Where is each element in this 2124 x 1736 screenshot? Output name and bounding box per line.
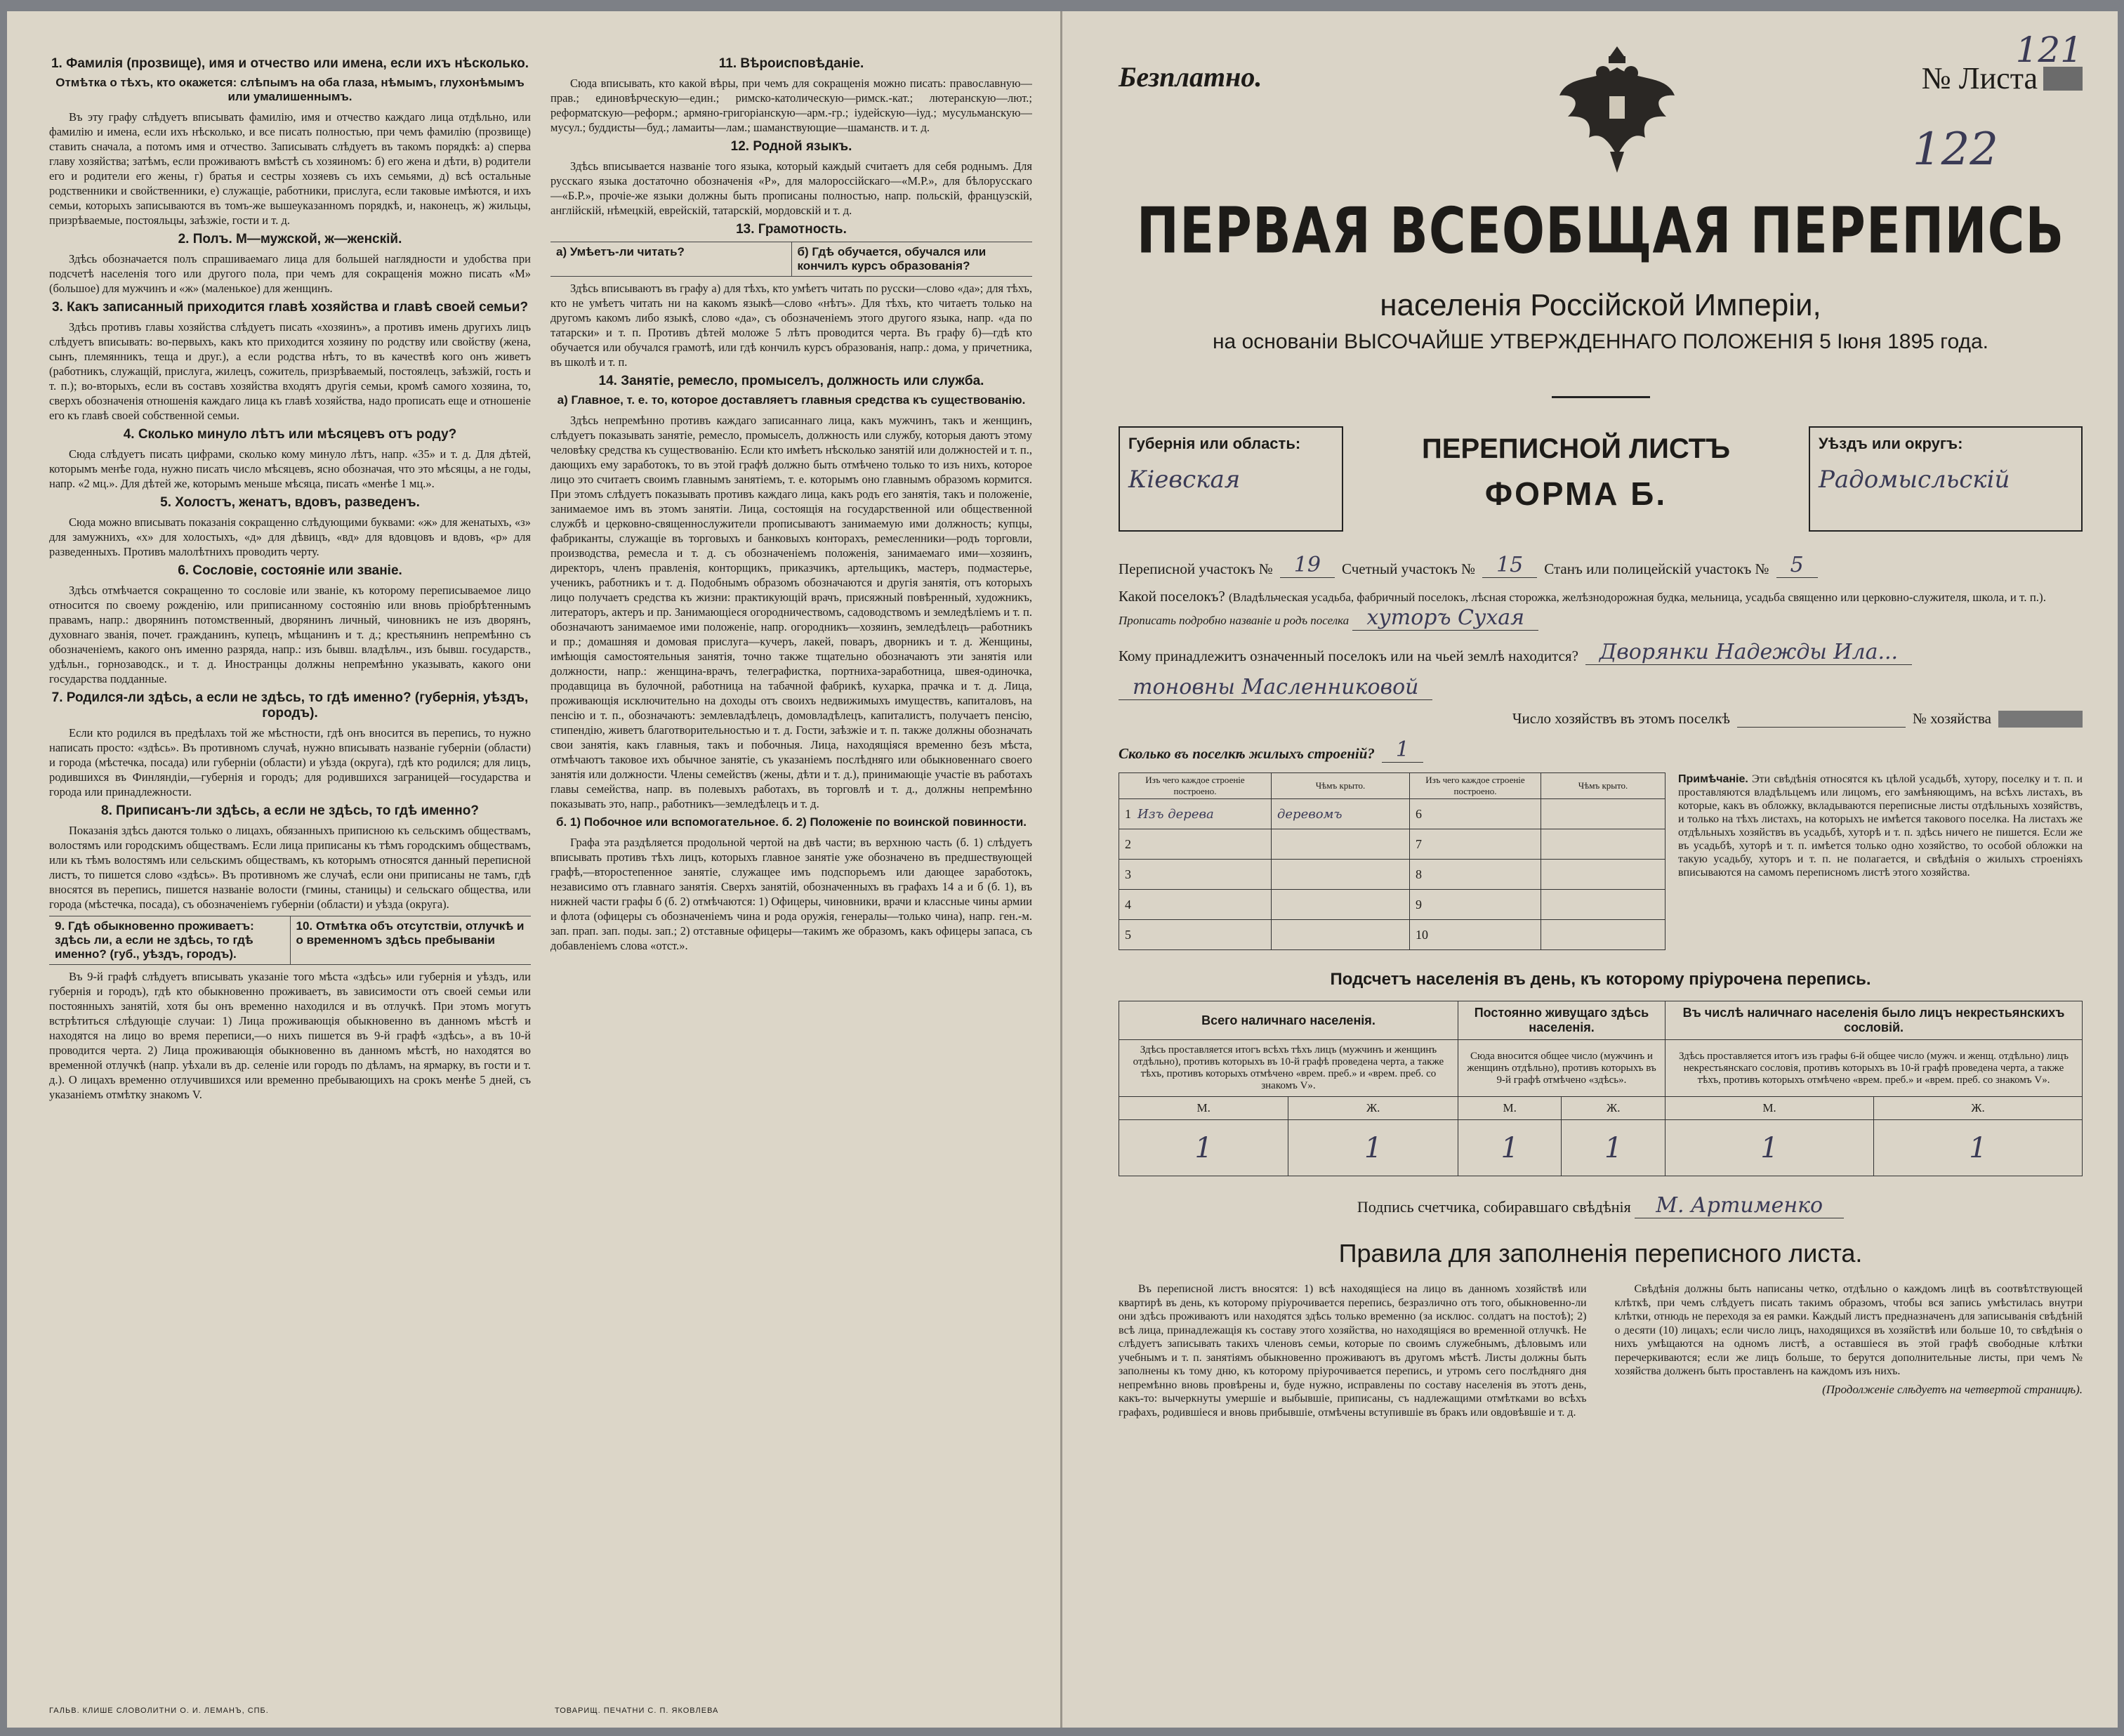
header-permanent: Постоянно живущаго здѣсь населенія.	[1458, 1001, 1665, 1040]
instruction-item-6	[49, 563, 531, 686]
buildings-count-line	[1119, 737, 2083, 763]
section-text: Сюда можно вписывать показанія сокращенно слѣдующими буквами: «ж» для женатыхъ, «з» для замужнихъ, «х» для холостыхъ, «д» для дѣвицъ, «вд» для вдовцовъ и вдовъ, «р» для разведенныхъ. Противъ малолѣтнихъ проводить черту.	[49, 515, 531, 558]
instruction-item-5	[49, 495, 531, 559]
table-header	[1119, 773, 1665, 799]
form-header	[1119, 29, 2083, 180]
police-district-label: Станъ или полицейскій участокъ №	[1544, 560, 1769, 577]
population-title: Подсчетъ населенія въ день, къ которому пріурочена перепись.	[1330, 970, 1871, 989]
table-row	[1119, 920, 1665, 950]
gubernia-value: Кіевская	[1128, 466, 1241, 494]
handwritten-number-big: 122	[1912, 124, 1998, 176]
split-header-13a: а) Умѣетъ-ли читать?	[556, 245, 685, 258]
table-cell	[1541, 920, 1665, 950]
census-district-label: Переписной участокъ №	[1119, 560, 1273, 577]
header-material: Изъ чего каждое строеніе построено.	[1119, 773, 1272, 799]
form-heading-row	[1119, 426, 2083, 532]
section-subtitle: Отмѣтка о тѣхъ, кто окажется: слѣпымъ на оба глаза, нѣмымъ, глухонѣмымъ или умалишеннымъ.	[55, 76, 525, 103]
section-text: Если кто родился въ предѣлахъ той же мѣстности, гдѣ онъ вносится въ перепись, то нужно написать просто: «здѣсь». Въ противномъ случаѣ, нужно вписывать названіе губерніи (области) и города (мѣстечка, посада) или губерніи (области) и уѣзда (округа), гдѣ кто родился; для лицъ, родившихся въ Финляндіи,—губернія и городъ; для родившихся заграницей—государства и города или принадлежности.	[49, 726, 531, 798]
section-title: 12. Родной языкъ.	[730, 139, 852, 154]
section-title: 2. Полъ. М—мужской, ж—женскій.	[178, 232, 402, 246]
section-text: Здѣсь отмѣчается сокращенно то сословіе или званіе, къ которому переписываемое лицо относится по своему рожденію, или приписанному состоянію или вновь пріобрѣтеннымъ правамъ, напр.: дворянинъ потомственный, дворянинъ личный, чиновникъ не изъ дворянъ, духовнаго званія, почет. гражданинъ, купецъ, мѣщанинъ и т. д.; крестьянинъ непремѣнно съ обозначеніемъ, какого онъ именно разряда, напр.: изъ бывш. владѣльч., изъ бывш. государств., удѣльн., горнозаводск., и т. д. Иностранцы должны непремѣнно указывать, какого они государства подданные.	[49, 584, 531, 685]
households-line	[1119, 710, 2083, 728]
ink-blot	[1998, 711, 2083, 728]
table-cell	[1541, 890, 1665, 920]
owner-line-2	[1119, 675, 2083, 700]
section-title: 3. Какъ записанный приходится главѣ хозяйства и главѣ своей семьи?	[51, 300, 529, 315]
instructions-column-2	[550, 53, 1032, 1669]
signature-value: М. Артименко	[1635, 1193, 1844, 1218]
table-row	[1119, 890, 1665, 920]
table-cell: 7	[1410, 829, 1541, 860]
district-line	[1119, 553, 2083, 578]
table-cell: 6	[1410, 799, 1541, 829]
households-count-value	[1737, 727, 1906, 728]
header-total: Всего наличнаго населенія.	[1119, 1001, 1458, 1040]
section-text: Здѣсь вписываютъ въ графу а) для тѣхъ, кто умѣетъ читать по русски—слово «да»; для тѣхъ, кто не умѣетъ читать ни на какомъ языкѣ—слово «нѣтъ». Для тѣхъ, кто читаетъ только на другомъ какомъ либо языкѣ, слово «да», съ обозначеніемъ этого другого языка, напр. «да по татарски» и т. п. Противъ дѣтей моложе 5 лѣтъ проводится черта. Въ графу б)—гдѣ кто обучается или обучался грамотѣ, или гдѣ кончилъ курсъ образованія, напр.: дома, у причетника, въ школѣ и т. п.	[550, 282, 1032, 369]
uezd-value: Радомысльскій	[1819, 466, 2010, 494]
instruction-item-11	[550, 56, 1032, 135]
printer-imprint-left: ГАЛЬВ. КЛИШЕ СЛОВОЛИТНИ О. И. ЛЕМАНЪ, СПБ.	[49, 1707, 269, 1715]
section-text: Здѣсь непремѣнно противъ каждаго записаннаго лица, какъ мужчинъ, такъ и женщинъ, слѣдуетъ показывать занятіе, ремесло, промыселъ, должность или службу, которыя даютъ этому человѣку средства къ существованію. Если кто имѣетъ нѣсколько занятій или должностей и т. п., дающихъ ему заработокъ, то въ этой графѣ должно быть отмѣчено только то изъ нихъ, которое лицо это считаетъ своимъ главнымъ занятіемъ, т. е. которымъ оно главнымъ образомъ кормится. При этомъ слѣдуетъ показывать противъ каждаго лица, какъ родъ его занятія, такъ и положеніе, занимаемое имъ въ этомъ занятіи. Лица, состоящія на государственной или общественной службѣ и церковно-священнослужители прописываютъ занимаемую ими должность; купцы, фабриканты, служащіе въ торговыхъ и банковыхъ конторахъ, ремесленники—родъ торговли, производства, ремесла и т. д. съ обозначеніемъ положенія, занимаемаго ими—хозяинъ, директоръ, членъ правленія, конторщикъ, приказчикъ, артельщикъ, мастеръ, подмастерье, ученикъ, работникъ и т. д. Подобнымъ образомъ обозначаются и другія занятія, отъ которыхъ лицо получаетъ средства къ жизни: практикующій врачъ, присяжный повѣренный, художникъ, литераторъ, актеръ и пр. Занимающіеся огородничествомъ, садоводствомъ и земледѣліемъ и т. п. обозначаютъ занимаемое ими положеніе, напр. огородникъ—хозяинъ, земледѣлецъ—работникъ и пр.; домашняя и домовая прислуга—кучеръ, лакей, поваръ, дворникъ и т. д. Женщины, имѣющія самостоятельныя занятія, точно также тщательно обозначаютъ эти занятія или должности, напр.: женщина-врачъ, телеграфистка, портниха-заработница, швея-одиночка, продавщица въ булочной, работница на табачной фабрикѣ, кухарка, прачка и т. д. Лица, проживающія исключительно на доходы отъ своихъ недвижимыхъ имуществъ, капиталовъ, на пенсію и т. п., обозначаютъ: землевладѣлецъ, домовладѣлецъ, капиталистъ, получаетъ пенсію, стипендію, живетъ благотворительностью и т. д. Гости, заѣзжіе и т. п. также должны обозначать свои занятія, какъ главныя, такъ и побочныя. Лица, находящіяся временно безъ мѣста, отмѣчаютъ таковое ихъ обычное занятіе, съ указаніемъ послѣдняго или обыкновеннаго своего занятія или должности. Члены семействъ (жены, дѣти и т. д.), принимающіе участіе въ работахъ главы семейства, напр. въ полевыхъ работахъ, въ торговлѣ и т. д., должны непремѣнно показывать это, напр., работникъ—земледѣлецъ и т. д.	[550, 414, 1032, 810]
table-cell: Ж.	[1873, 1097, 2082, 1120]
household-number-label: № хозяйства	[1912, 710, 1991, 727]
table-cell: 4	[1119, 890, 1272, 920]
owner-line	[1119, 640, 2083, 665]
section-title: 1. Фамилія (прозвище), имя и отчество или имена, если ихъ нѣсколько.	[51, 56, 529, 71]
rules-right-block	[1615, 1282, 2083, 1423]
table-cell: 1 Изъ дерева	[1119, 799, 1272, 829]
uezd-box	[1809, 426, 2083, 532]
instructions-column-1	[49, 53, 531, 1669]
instructions-page	[7, 11, 1060, 1728]
owner-value: Дворянки Надежды Ила...	[1585, 640, 1912, 665]
census-title: ПЕРВАЯ ВСЕОБЩАЯ ПЕРЕПИСЬ	[1136, 193, 2065, 268]
buildings-table	[1119, 772, 1665, 950]
note-text: Эти свѣдѣнія относятся къ цѣлой усадьбѣ, хутору, поселку и т. п. и проставляются владѣльцемъ или лицомъ, его замѣняющимъ, на всѣхъ листахъ, въ которые, какъ въ обложку, вкладываются переписные листы отдѣльныхъ хозяйствъ, и только на тѣхъ листахъ, на которыхъ не имѣется такового поселка. На листахъ же отдѣльныхъ хозяйствъ въ усадьбѣ, хуторѣ и т. п. здѣсь ничего не пишется. Если же въ усадьбѣ, хуторѣ и т. п. имѣется только одно хозяйство, то особой обложки на такую усадьбу, хуторъ и т. п. не полагается, и свѣдѣнія о жилыхъ строеніяхъ вписываются на самомъ переписномъ листѣ этого хозяйства.	[1678, 773, 2083, 879]
instruction-item-7	[49, 690, 531, 799]
form-name-line1: ПЕРЕПИСНОЙ ЛИСТЪ	[1422, 433, 1730, 464]
table-cell: 1	[1562, 1120, 1665, 1176]
table-cell: 1	[1665, 1120, 1874, 1176]
table-cell	[1541, 829, 1665, 860]
imperial-eagle-emblem	[1554, 39, 1680, 180]
section-title: 13. Грамотность.	[736, 222, 847, 237]
table-cell	[1272, 920, 1410, 950]
table-cell: 1	[1288, 1120, 1458, 1176]
instruction-item-8	[49, 803, 531, 912]
header-roof-2: Чѣмъ крыто.	[1541, 773, 1665, 799]
table-cell: Здѣсь проставляется итогъ изъ графы 6-й общее число (мужч. и женщ. отдѣльно) лицъ некрестьянскаго сословія, противъ которыхъ въ 10-й графѣ проведена черта, а также тѣхъ, противъ которыхъ отмѣчено «врем. преб.» и «врем. преб. со знакомъ V».	[1665, 1040, 2083, 1097]
table-cell: 10	[1410, 920, 1541, 950]
table-cell: Здѣсь проставляется итогъ всѣхъ тѣхъ лицъ (мужчинъ и женщинъ отдѣльно), противъ которыхъ въ 10-й графѣ проведена черта, а также тѣхъ, противъ которыхъ отмѣчено «врем. преб.» и «врем. преб. со знакомъ V».	[1119, 1040, 1458, 1097]
section-text: Сюда слѣдуетъ писать цифрами, сколько кому минуло лѣтъ, напр. «35» и т. д. Для дѣтей, которымъ менѣе года, нужно писать число мѣсяцевъ, ясно обозначая, что это мѣсяцы, а не годы, напр. «2 мц.». Для дѣтей же, которымъ меньше мѣсяца, писать «менѣе 1 мц.».	[49, 447, 531, 490]
section-text: Въ 9-й графѣ слѣдуетъ вписывать указаніе того мѣста «здѣсь» или губернія и уѣздъ, или губернія и городъ), гдѣ кто обыкновенно проживаетъ, въ зависимости отъ своей семьи или постоянныхъ занятій, хотя бы онъ временно находился и въ отлучкѣ. При этомъ могутъ встрѣтиться слѣдующіе случаи: 1) Лица проживающія обыкновенно въ данномъ мѣстѣ и находятся на лицо во время переписи,—о нихъ пишется въ 9-й графѣ «здѣсь», а въ 10-й проводится черта. 2) Лица проживающія обыкновенно въ данномъ мѣстѣ, но находятся во временной отлучкѣ (напр. уѣхали въ др. селеніе или городъ по дѣламъ, на ярмарку, въ гости и т. д.). О лицахъ временно отлучившихся или временно пребывающихъ на срокъ менѣе 5 дней, съ указаніемъ отмѣтку знакомъ V.	[49, 970, 531, 1101]
census-decree: на основаніи ВЫСОЧАЙШЕ УТВЕРЖДЕННАГО ПОЛОЖЕНІЯ 5 Іюня 1895 года.	[1212, 330, 1988, 353]
split-header-13b: б) Гдѣ обучается, обучался или кончилъ курсъ образованія?	[791, 242, 1033, 276]
instruction-item-14	[550, 374, 1032, 953]
section-text: Здѣсь противъ главы хозяйства слѣдуетъ писать «хозяинъ», а противъ имень другихъ лицъ слѣдуетъ вписывать: во-первыхъ, какъ кто приходится хозяину по родству или свойству (жена, сынъ, племянникъ, теща и друг.), а если родства нѣтъ, то въ качествѣ кого онъ живетъ (работникъ, служащій, прислуга, жилецъ, сожитель, призрѣваемый, постоялецъ, заѣзжій, гость и т. п.); во-вторыхъ, если въ составъ хозяйства входятъ другія семьи, кромѣ самого хозяина, то, сверхъ обозначенія отношенія каждаго лица къ главѣ хозяйства, надо прописать еще и отношеніе его къ главѣ своей собственной семьи.	[49, 320, 531, 422]
table-cell: 8	[1410, 860, 1541, 890]
instruction-item-4	[49, 427, 531, 491]
section-title: 8. Приписанъ-ли здѣсь, а если не здѣсь, то гдѣ именно?	[101, 803, 479, 818]
section-title: 5. Холостъ, женатъ, вдовъ, разведенъ.	[160, 495, 420, 510]
instruction-item-13	[550, 222, 1032, 369]
header-non-peasant: Въ числѣ наличнаго населенія было лицъ некрестьянскихъ сословій.	[1665, 1001, 2083, 1040]
rules-title: Правила для заполненія переписного листа.	[1338, 1239, 1863, 1268]
section-title: 7. Родился-ли здѣсь, а если не здѣсь, то гдѣ именно? (губернія, уѣздъ, городъ).	[51, 690, 529, 721]
census-sheet	[7, 11, 2118, 1728]
form-name	[1343, 426, 1809, 532]
settlement-name-label: Прописать подробно названіе и родъ поселка	[1119, 614, 1350, 627]
table-row	[1119, 799, 1665, 829]
form-name-line2: ФОРМА Б.	[1484, 475, 1668, 512]
population-table	[1119, 1001, 2083, 1176]
instruction-item-12	[550, 139, 1032, 218]
settlement-line	[1119, 588, 2083, 630]
rules-left: Въ переписной листъ вносятся: 1) всѣ находящіеся на лицо въ данномъ хозяйствѣ или квартирѣ въ день, къ которому пріурочивается перепись, безразлично отъ того, обыкновенно-ли они здѣсь проживаютъ или находятся здѣсь только временно (за исклюс. солдатъ на постоѣ); 2) всѣ лица, принадлежащія къ составу этого хозяйства, но находящіяся во временной отлучкѣ. Не слѣдуетъ записывать такихъ членовъ семьи, которые по своимъ служебнымъ, дѣловымъ или учебнымъ и т. п. занятіямъ обыкновенно проживаютъ въ другомъ мѣстѣ. Листы должны быть заполнены къ тому дню, къ которому пріурочивается перепись, и утромъ сего послѣдняго дня непремѣнно вновь провѣрены и, буде нужно, исправлены по составу населенія въ этотъ день, какъ-то: вычеркнуты умершіе и выбывшіе, приписаны, съ надлежащими отмѣтками во всѣхъ графахъ, родившіеся и вновь прибывшіе, отмѣчены вступившіе въ бракъ или овдовѣвшіе и т. д.	[1119, 1283, 1587, 1419]
printer-imprint-right: ТОВАРИЩ. ПЕЧАТНИ С. П. ЯКОВЛЕВА	[555, 1707, 719, 1715]
settlement-label: Какой поселокъ?	[1119, 588, 1225, 605]
free-label: Безплатно.	[1119, 61, 1262, 93]
section-text: Здѣсь вписывается названіе того языка, который каждый считаетъ для себя роднымъ. Для русскаго языка достаточно обозначенія «Р», для малороссійскаго—«М.Р.», для бѣлорусскаго—«Б.Р.», прочіе-же языки должны быть прописаны полностью, напр. польскій, французскій, англійскій, нѣмецкій, еврейскій, татарскій, мордовскій и т. д.	[550, 159, 1032, 217]
section-text: Графа эта раздѣляется продольной чертой на двѣ части; въ верхнюю часть (б. 1) слѣдуетъ вписывать противъ тѣхъ лицъ, которыхъ главное занятіе уже обозначено въ предшествующей графѣ,—второстепенное занятіе, служащее имъ подспорьемъ или дающее заработокъ, независимо отъ главнаго занятія. Сверхъ занятій, обозначенныхъ въ графахъ 14 а и б (б. 1), въ нижней части графы б (б. 2) отмѣчаются: 1) Офицеры, чиновники, врачи и классные чины армии и флота (офицеры съ обозначеніемъ чина и рода оружія, генералы—только чина), напр. ген.-м. зап. прап. зап. поды. зап.; 2) отставные офицеры—такимъ же образомъ, какъ офицеры запаса, съ добавленіемъ слова «отст.».	[550, 836, 1032, 952]
section-text: Здѣсь обозначается полъ спрашиваемаго лица для большей наглядности и удобства при подсчетѣ населенія того или другого пола, при чемъ для сокращенія можно писать «М» (большое) для мужчинъ и «ж» (маленькое) для женщинъ.	[49, 252, 531, 295]
census-district-value: 19	[1280, 553, 1335, 578]
section-text: Сюда вписывать, кто какой вѣры, при чемъ для сокращенія можно писать: православную—прав.; единовѣрческую—един.; римско-католическую—римск.-кат.; лютеранскую—лют.; реформатскую—реформ.; армяно-григоріанскую—арм.-гр.; іудейскую—іуд.; мусульманскую—мусул.; буддисты—буд.; ламаиты—лам.; шаманствующие—шаманств. и т. д.	[550, 77, 1032, 134]
section-subtitle: б. 1) Побочное или вспомогательное. б. 2) Положеніе по воинской повинности.	[555, 815, 1027, 829]
households-count-label: Число хозяйствъ въ этомъ поселкѣ	[1512, 710, 1730, 727]
table-cell	[1541, 860, 1665, 890]
rules-right: Свѣдѣнія должны быть написаны четко, отдѣльно о каждомъ лицѣ въ соотвѣтствующей клѣткѣ, при чемъ слѣдуетъ писать такимъ образомъ, чтобы вся запись умѣстилась внутри клѣтки, отнюдь не переходя за ея рамки. Каждый листъ предназначенъ для записыванія свѣдѣній о десяти (10) лицахъ; если число лицъ, находящихся въ хозяйствѣ или больше 10, то свѣдѣнія о нихъ умѣщаются на одномъ листѣ, а оставшіеся въ этой графѣ свободные клѣтки перечеркиваются; если же лицъ больше, то берутся дополнительные листы, при чемъ № хозяйства долженъ быть проставленъ на каждомъ изъ нихъ.	[1614, 1283, 2083, 1377]
gubernia-box	[1119, 426, 1343, 532]
buildings-note	[1665, 772, 2083, 950]
split-header-10: 10. Отмѣтка объ отсутствіи, отлучкѣ и о временномъ здѣсь пребываніи	[290, 916, 532, 964]
police-district-value: 5	[1776, 553, 1818, 578]
continuation-note: (Продолженіе слѣдуетъ на четвертой страницѣ).	[1822, 1382, 2083, 1396]
table-cell: М.	[1665, 1097, 1874, 1120]
section-title: 4. Сколько минуло лѣтъ или мѣсяцевъ отъ роду?	[123, 427, 457, 442]
counting-district-label: Счетный участокъ №	[1341, 560, 1476, 577]
table-cell: М.	[1119, 1097, 1288, 1120]
gubernia-label: Губернія или область:	[1128, 435, 1301, 452]
section-text: Въ эту графу слѣдуетъ вписывать фамилію, имя и отчество каждаго лица отдѣльно, или фамилію и имена, если ихъ нѣсколько, и все писать полностью, при чемъ фамилію (прозвище) ставить сначала, а потомъ имя и отчество. Записывать слѣдуетъ въ такомъ порядкѣ: а) сперва главу хозяйства; затѣмъ, если проживаютъ вмѣстѣ съ хозяиномъ: б) его жена и дѣти, в) родители его и родители его жены, г) братья и сестры хозяевъ съ ихъ семьями, д) всѣ остальные родственники и свойственники, е) служащіе, работники, прислуга, если таковые имѣются, и ихъ семьи, которыхъ записываются въ томъ-же вышеуказанномъ порядкѣ, и, наконецъ, ж) жильцы, призрѣваемые, постояльцы, заѣзжіе, гости и т. д.	[49, 110, 531, 227]
table-cell: Ж.	[1288, 1097, 1458, 1120]
buildings-count-value: 1	[1382, 737, 1423, 763]
divider	[1552, 396, 1650, 398]
census-form-page	[1060, 11, 2118, 1728]
header-roof: Чѣмъ крыто.	[1272, 773, 1410, 799]
table-header	[1119, 1001, 2083, 1040]
table-cell: 9	[1410, 890, 1541, 920]
settlement-value: хуторъ Сухая	[1352, 605, 1538, 631]
table-cell: 1	[1873, 1120, 2082, 1176]
section-text: Показанія здѣсь даются только о лицахъ, обязанныхъ приписною къ сельскимъ обществамъ, волостямъ или городскимъ обществамъ. Если лица приписаны къ тѣмъ городскимъ обществамъ, или къ тѣмъ волостямъ или сельскимъ обществамъ, къ которымъ относятся данный переписной листъ, то пишется слово «здѣсь». Въ противномъ же случаѣ, если они приписаны не тамъ, гдѣ вносятся въ перепись, пишется названіе волости (гмины, станицы) и сельскаго общества, или города (мѣстечка, посада), съ обозначеніемъ губерніи (области) и уѣзда (округа).	[49, 824, 531, 911]
rules-text	[1119, 1282, 2083, 1423]
settlement-note: (Владѣльческая усадьба, фабричный поселокъ, лѣсная сторожка, желѣзнодорожная будка, мельница, усадьба священно или церковно-служителя, школа, и т. п.).	[1228, 591, 2046, 604]
buildings-section	[1119, 772, 2083, 950]
instruction-columns	[49, 53, 1032, 1669]
section-title: 11. Вѣроисповѣданіе.	[718, 56, 864, 71]
owner-value-2: тоновны Масленниковой	[1119, 675, 1432, 700]
instruction-item-3	[49, 300, 531, 423]
note-title: Примѣчаніе.	[1678, 773, 1748, 785]
table-cell: 3	[1119, 860, 1272, 890]
section-subtitle: а) Главное, т. е. то, которое доставляетъ главныя средства къ существованію.	[557, 393, 1026, 407]
table-cell	[1272, 860, 1410, 890]
table-cell	[1541, 799, 1665, 829]
table-cell: 2	[1119, 829, 1272, 860]
table-cell	[1272, 890, 1410, 920]
table-cell: М.	[1458, 1097, 1562, 1120]
table-row	[1119, 1120, 2083, 1176]
section-title: 6. Сословіе, состояніе или званіе.	[178, 563, 402, 578]
table-row	[1119, 1040, 2083, 1097]
split-header-9-10	[49, 916, 531, 965]
section-title: 14. Занятіе, ремесло, промыселъ, должность или служба.	[598, 374, 984, 388]
sheet-number-label: № Листа	[1921, 61, 2038, 96]
signature-label: Подпись счетчика, собиравшаго свѣдѣнія	[1357, 1198, 1631, 1216]
uezd-label: Уѣздъ или округъ:	[1819, 435, 1963, 452]
table-cell: 5	[1119, 920, 1272, 950]
table-row	[1119, 1097, 2083, 1120]
split-header-9: 9. Гдѣ обыкновенно проживаетъ: здѣсь ли, а если не здѣсь, то гдѣ именно? (губ., уѣздъ, городъ).	[55, 919, 254, 961]
enumerator-signature	[1119, 1193, 2083, 1218]
instruction-item-2	[49, 232, 531, 296]
census-subtitle: населенія Россійской Имперіи,	[1380, 288, 1821, 322]
instruction-item-1	[49, 56, 531, 228]
owner-label: Кому принадлежитъ означенный поселокъ или на чьей землѣ находится?	[1119, 647, 1578, 664]
handwritten-number-top: 121	[2015, 29, 2083, 70]
header-material-2: Изъ чего каждое строеніе построено.	[1410, 773, 1541, 799]
table-cell	[1272, 829, 1410, 860]
table-cell: 1	[1119, 1120, 1288, 1176]
table-row	[1119, 860, 1665, 890]
buildings-count-label: Сколько въ поселкѣ жилыхъ строеній?	[1119, 745, 1375, 762]
table-cell: Сюда вносится общее число (мужчинъ и женщинъ отдѣльно), противъ которыхъ въ 9-й графѣ отмѣчено «здѣсь».	[1458, 1040, 1665, 1097]
table-cell: Ж.	[1562, 1097, 1665, 1120]
table-row	[1119, 829, 1665, 860]
table-cell: деревомъ	[1272, 799, 1410, 829]
split-header-13	[550, 242, 1032, 277]
counting-district-value: 15	[1482, 553, 1537, 578]
table-cell: 1	[1458, 1120, 1562, 1176]
